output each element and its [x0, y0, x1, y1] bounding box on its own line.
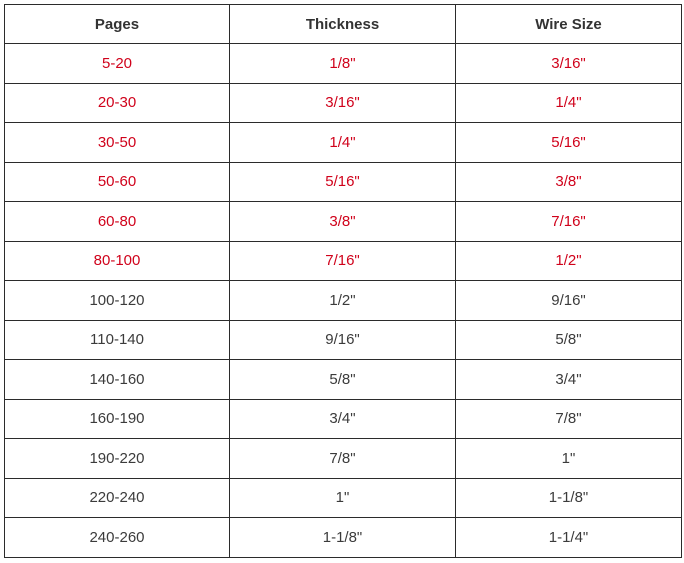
- wire-size-table-container: [4, 4, 681, 558]
- table-row: [5, 162, 682, 202]
- cell-wire-size: 3/16": [456, 44, 682, 84]
- table-row: [5, 123, 682, 163]
- cell-pages: 220-240: [5, 478, 230, 518]
- table-row: [5, 44, 682, 84]
- cell-wire-size: 1/4": [456, 83, 682, 123]
- cell-wire-size: 1-1/4": [456, 518, 682, 558]
- cell-thickness: 1": [230, 478, 456, 518]
- cell-thickness: 7/16": [230, 241, 456, 281]
- cell-thickness: 5/8": [230, 360, 456, 400]
- table-row: [5, 360, 682, 400]
- cell-thickness: 7/8": [230, 439, 456, 479]
- cell-thickness: 1/2": [230, 281, 456, 321]
- table-row: [5, 518, 682, 558]
- table-row: [5, 202, 682, 242]
- cell-wire-size: 7/16": [456, 202, 682, 242]
- cell-pages: 60-80: [5, 202, 230, 242]
- cell-pages: 20-30: [5, 83, 230, 123]
- cell-wire-size: 9/16": [456, 281, 682, 321]
- table-row: [5, 83, 682, 123]
- cell-pages: 50-60: [5, 162, 230, 202]
- table-row: [5, 320, 682, 360]
- cell-thickness: 1/4": [230, 123, 456, 163]
- table-row: [5, 478, 682, 518]
- table-row: [5, 399, 682, 439]
- header-thickness: Thickness: [230, 5, 456, 44]
- cell-thickness: 1/8": [230, 44, 456, 84]
- cell-wire-size: 3/8": [456, 162, 682, 202]
- table-body: [5, 44, 682, 558]
- table-row: [5, 241, 682, 281]
- table-row: [5, 281, 682, 321]
- cell-thickness: 3/4": [230, 399, 456, 439]
- cell-wire-size: 5/8": [456, 320, 682, 360]
- cell-thickness: 3/8": [230, 202, 456, 242]
- cell-pages: 140-160: [5, 360, 230, 400]
- cell-wire-size: 1-1/8": [456, 478, 682, 518]
- cell-thickness: 9/16": [230, 320, 456, 360]
- cell-wire-size: 7/8": [456, 399, 682, 439]
- cell-thickness: 5/16": [230, 162, 456, 202]
- cell-pages: 240-260: [5, 518, 230, 558]
- cell-pages: 190-220: [5, 439, 230, 479]
- cell-wire-size: 1": [456, 439, 682, 479]
- cell-wire-size: 5/16": [456, 123, 682, 163]
- cell-thickness: 1-1/8": [230, 518, 456, 558]
- cell-pages: 30-50: [5, 123, 230, 163]
- table-row: [5, 439, 682, 479]
- cell-pages: 80-100: [5, 241, 230, 281]
- cell-pages: 160-190: [5, 399, 230, 439]
- cell-wire-size: 3/4": [456, 360, 682, 400]
- cell-wire-size: 1/2": [456, 241, 682, 281]
- cell-pages: 110-140: [5, 320, 230, 360]
- cell-pages: 5-20: [5, 44, 230, 84]
- header-wire-size: Wire Size: [456, 5, 682, 44]
- cell-thickness: 3/16": [230, 83, 456, 123]
- wire-size-table: [4, 4, 682, 558]
- header-pages: Pages: [5, 5, 230, 44]
- cell-pages: 100-120: [5, 281, 230, 321]
- table-header-row: [5, 5, 682, 44]
